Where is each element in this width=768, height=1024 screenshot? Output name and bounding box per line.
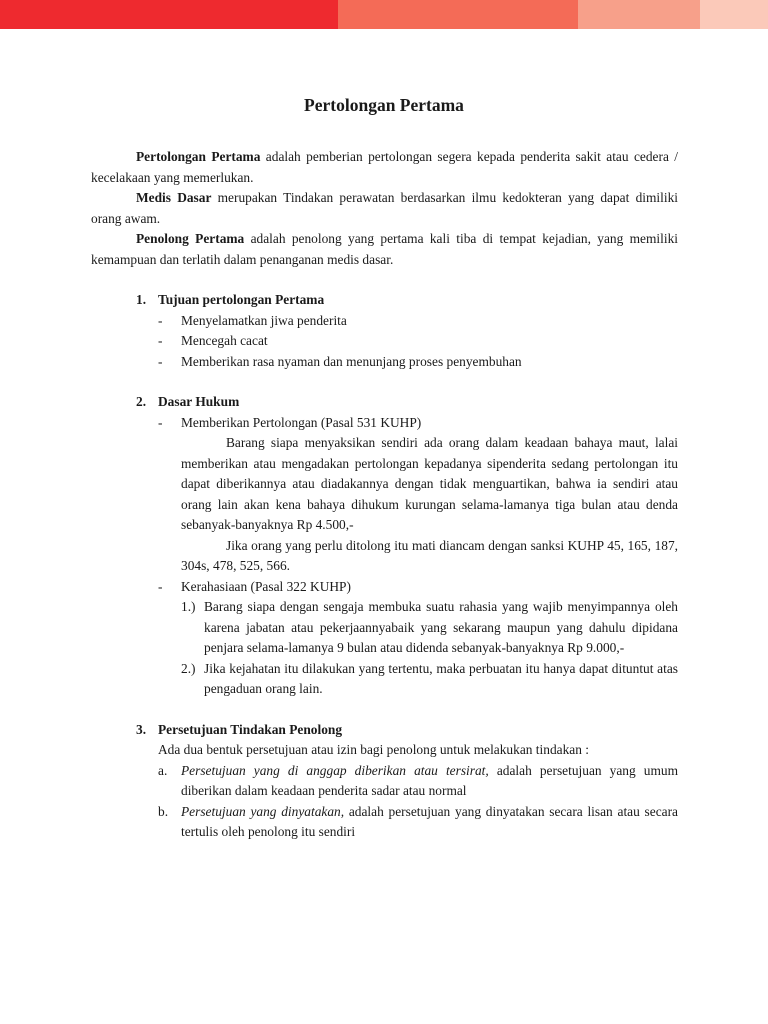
- intro-paragraph: [91, 188, 678, 229]
- intro-text: merupakan Tindakan perawatan berdasarkan ilmu kedokteran yang dapat dimiliki orang awam.: [91, 190, 678, 226]
- dash-bullet: -: [158, 353, 163, 369]
- letter-marker: b.: [158, 803, 169, 819]
- intro-term: Penolong Pertama: [136, 231, 245, 246]
- consent-text: adalah persetujuan yang umum diberikan dalam keadaan penderita sadar atau normal: [181, 762, 678, 798]
- numbered-point: [91, 659, 678, 700]
- header-bar-segment: [338, 0, 578, 29]
- numbered-point: [91, 597, 678, 659]
- dash-bullet: -: [158, 312, 163, 328]
- intro-term: Medis Dasar: [136, 190, 212, 205]
- list-item: [91, 352, 678, 373]
- dash-bullet: -: [158, 414, 163, 430]
- section-heading: [91, 392, 678, 413]
- list-item: [91, 331, 678, 352]
- section-heading: [91, 720, 678, 741]
- law-paragraph: Jika orang yang perlu ditolong itu mati diancam dengan sanksi KUHP 45, 165, 187, 304s, 478, 525, 566.: [181, 537, 678, 573]
- section-heading: [91, 290, 678, 311]
- section-dasar-hukum: [91, 392, 678, 700]
- section-heading-text: Tujuan pertolongan Pertama: [158, 292, 325, 307]
- section-persetujuan: [91, 720, 678, 843]
- list-item: [91, 802, 678, 843]
- page-title: Pertolongan Pertama: [304, 95, 464, 115]
- intro-text: adalah penolong yang pertama kali tiba di tempat kejadian, yang memiliki kemampuan dan terlatih dalam penanganan medis dasar.: [91, 231, 678, 267]
- consent-text: adalah persetujuan yang dinyatakan secara lisan atau secara tertulis oleh penolong itu sendiri: [181, 803, 678, 839]
- dash-bullet: -: [158, 578, 163, 594]
- intro-text: adalah pemberian pertolongan segera kepada penderita sakit atau cedera / kecelakaan yang memerlukan.: [91, 149, 679, 185]
- intro-term: Pertolongan Pertama: [136, 149, 261, 164]
- letter-marker: a.: [158, 762, 168, 778]
- section-number: 2.: [136, 394, 147, 409]
- list-item: [91, 311, 678, 332]
- point-number: 2.): [181, 660, 196, 676]
- point-number: 1.): [181, 599, 196, 614]
- list-item-text: Kerahasiaan (Pasal 322 KUHP): [181, 578, 351, 594]
- section-tujuan: [91, 290, 678, 372]
- list-item: [91, 577, 678, 598]
- header-bar-segment: [0, 0, 338, 29]
- consent-term: Persetujuan yang dinyatakan,: [181, 803, 345, 819]
- list-item: [91, 413, 678, 434]
- intro-paragraph: [91, 229, 678, 270]
- list-item-text: Memberikan Pertolongan (Pasal 531 KUHP): [181, 414, 422, 430]
- header-color-bar: [0, 0, 768, 29]
- header-bar-segment: [700, 0, 768, 29]
- intro-paragraph: [91, 147, 678, 188]
- section-heading-text: Persetujuan Tindakan Penolong: [158, 721, 343, 737]
- list-item-text: Mencegah cacat: [181, 333, 268, 348]
- section-intro: Ada dua bentuk persetujuan atau izin bagi penolong untuk melakukan tindakan :: [158, 742, 589, 757]
- list-item-text: Menyelamatkan jiwa penderita: [181, 312, 347, 328]
- section-heading-text: Dasar Hukum: [158, 394, 240, 409]
- consent-term: Persetujuan yang di anggap diberikan atau tersirat,: [181, 762, 489, 778]
- header-bar-segment: [578, 0, 700, 29]
- section-number: 3.: [136, 721, 147, 737]
- point-text: Barang siapa dengan sengaja membuka suatu rahasia yang wajib menyimpannya oleh karena jabatan atau pekerjaannyabaik yang sekarang maupun yang dahulu dipidana penjara selama-lamanya 9 bulan atau didenda sebanyak-banyaknya Rp 9.000,-: [204, 599, 678, 655]
- section-number: 1.: [136, 292, 147, 307]
- list-item: [91, 761, 678, 802]
- law-paragraph: Barang siapa menyaksikan sendiri ada orang dalam keadaan bahaya maut, lalai memberikan atau mengadakan pertolongan kepadanya sipenderita sedang pertolongan itu dapat diberikannya atau diadakannya dengan tidak menguartikan, bahwa ia sendiri atau orang lain akan kena bahaya dihukum kurungan selama-lamanya tiga bulan atau denda sebanyak-banyaknya Rp 4.500,-: [181, 435, 678, 532]
- list-item-text: Memberikan rasa nyaman dan menunjang proses penyembuhan: [181, 353, 522, 369]
- dash-bullet: -: [158, 333, 163, 348]
- document-body: [91, 147, 678, 843]
- point-text: Jika kejahatan itu dilakukan yang tertentu, maka perbuatan itu hanya dapat dituntut atas pengaduan orang lain.: [204, 660, 678, 696]
